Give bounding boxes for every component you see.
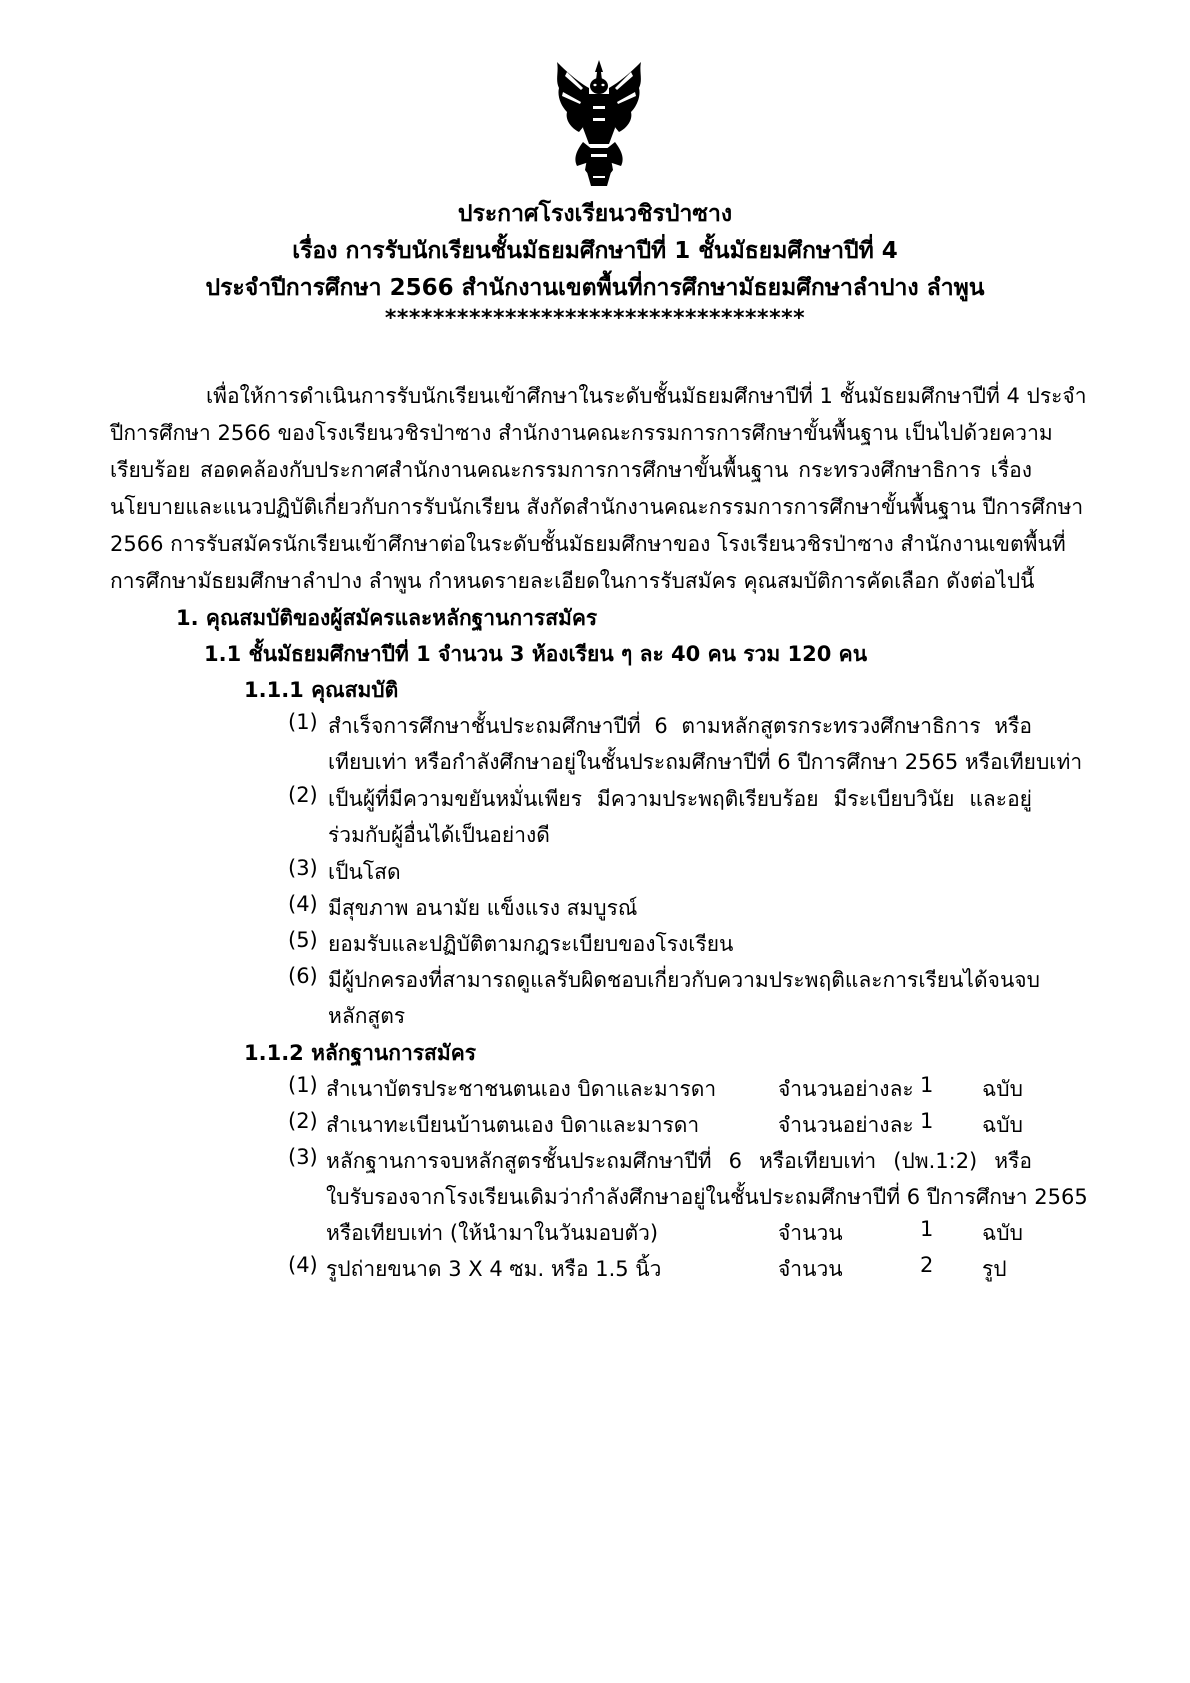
list-item-number: (1) — [288, 710, 318, 734]
document-item-text: รูปถ่ายขนาด 3 X 4 ซม. หรือ 1.5 นิ้ว — [326, 1257, 662, 1281]
list-item-number: (5) — [288, 928, 318, 952]
garuda-emblem-icon — [553, 58, 645, 188]
announcement-subject: เรื่อง การรับนักเรียนชั้นมัธยมศึกษาปีที่ 1 ชั้นมัธยมศึกษาปีที่ 4 — [292, 238, 898, 264]
quantity-unit: ฉบับ — [982, 1221, 1023, 1245]
intro-line: เรียบร้อย สอดคล้องกับประกาศสำนักงานคณะกรรมการการศึกษาขั้นพื้นฐาน กระทรวงศึกษาธิการ เรื่อง — [110, 458, 1032, 482]
list-item-number: (1) — [288, 1073, 318, 1097]
quantity-label: จำนวนอย่างละ — [778, 1077, 914, 1101]
section-1-1-1-heading: 1.1.1 คุณสมบัติ — [244, 678, 399, 702]
announcement-year-line: ประจำปีการศึกษา 2566 สำนักงานเขตพื้นที่การศึกษามัธยมศึกษาลำปาง ลำพูน — [205, 275, 985, 301]
quantity-value: 1 — [920, 1109, 934, 1133]
list-item-text: เป็นโสด — [328, 860, 401, 884]
list-item-text: ยอมรับและปฏิบัติตามกฎระเบียบของโรงเรียน — [328, 932, 734, 956]
section-1-heading: 1. คุณสมบัติของผู้สมัครและหลักฐานการสมัคร — [176, 606, 598, 630]
list-item-number: (3) — [288, 1145, 318, 1169]
document-item-text: หลักฐานการจบหลักสูตรชั้นประถมศึกษาปีที่ 6 หรือเทียบเท่า (ปพ.1:2) หรือ — [326, 1149, 1032, 1173]
list-item-text: มีสุขภาพ อนามัย แข็งแรง สมบูรณ์ — [328, 896, 638, 920]
quantity-label: จำนวนอย่างละ — [778, 1113, 914, 1137]
list-item-number: (6) — [288, 964, 318, 988]
quantity-label: จำนวน — [778, 1257, 843, 1281]
intro-line: นโยบายและแนวปฏิบัติเกี่ยวกับการรับนักเรียน สังกัดสำนักงานคณะกรรมการการศึกษาขั้นพื้นฐาน ปีการศึกษา — [110, 495, 1084, 519]
quantity-value: 1 — [920, 1073, 934, 1097]
list-item-text: เป็นผู้ที่มีความขยันหมั่นเพียร มีความประพฤติเรียบร้อย มีระเบียบวินัย และอยู่ — [328, 787, 1032, 811]
list-item-text: สำเร็จการศึกษาชั้นประถมศึกษาปีที่ 6 ตามหลักสูตรกระทรวงศึกษาธิการ หรือ — [328, 714, 1032, 738]
intro-line: เพื่อให้การดำเนินการรับนักเรียนเข้าศึกษาในระดับชั้นมัธยมศึกษาปีที่ 1 ชั้นมัธยมศึกษาปีที่ 4 ประจำ — [206, 384, 1087, 408]
document-item-text: ใบรับรองจากโรงเรียนเดิมว่ากำลังศึกษาอยู่ในชั้นประถมศึกษาปีที่ 6 ปีการศึกษา 2565 — [326, 1185, 1088, 1209]
header-separator: *********************************** — [384, 306, 806, 331]
quantity-unit: ฉบับ — [982, 1077, 1023, 1101]
quantity-value: 2 — [920, 1253, 934, 1277]
section-1-1-2-heading: 1.1.2 หลักฐานการสมัคร — [244, 1041, 477, 1065]
quantity-label: จำนวน — [778, 1221, 843, 1245]
list-item-text: เทียบเท่า หรือกำลังศึกษาอยู่ในชั้นประถมศึกษาปีที่ 6 ปีการศึกษา 2565 หรือเทียบเท่า — [328, 750, 1083, 774]
section-1-1-heading: 1.1 ชั้นมัธยมศึกษาปีที่ 1 จำนวน 3 ห้องเรียน ๆ ละ 40 คน รวม 120 คน — [204, 642, 868, 666]
intro-line: ปีการศึกษา 2566 ของโรงเรียนวชิรป่าซาง สำนักงานคณะกรรมการการศึกษาขั้นพื้นฐาน เป็นไปด้วยความ — [110, 421, 1053, 445]
quantity-unit: ฉบับ — [982, 1113, 1023, 1137]
document-item-text: สำเนาบัตรประชาชนตนเอง บิดาและมารดา — [326, 1077, 717, 1101]
intro-line: การศึกษามัธยมศึกษาลำปาง ลำพูน กำหนดรายละเอียดในการรับสมัคร คุณสมบัติการคัดเลือก ดังต่อไปนี้ — [110, 569, 1035, 593]
quantity-value: 1 — [920, 1217, 934, 1241]
intro-line: 2566 การรับสมัครนักเรียนเข้าศึกษาต่อในระดับชั้นมัธยมศึกษาของ โรงเรียนวชิรป่าซาง สำนักงานเขตพื้นที่ — [110, 532, 1066, 556]
list-item-text: ร่วมกับผู้อื่นได้เป็นอย่างดี — [328, 823, 550, 847]
list-item-text: หลักสูตร — [328, 1004, 406, 1028]
quantity-unit: รูป — [982, 1257, 1007, 1281]
list-item-number: (2) — [288, 783, 318, 807]
document-item-text: สำเนาทะเบียนบ้านตนเอง บิดาและมารดา — [326, 1113, 700, 1137]
list-item-number: (4) — [288, 892, 318, 916]
list-item-number: (4) — [288, 1253, 318, 1277]
list-item-text: มีผู้ปกครองที่สามารถดูแลรับผิดชอบเกี่ยวกับความประพฤติและการเรียนได้จนจบ — [328, 968, 1040, 992]
list-item-number: (2) — [288, 1109, 318, 1133]
document-item-text: หรือเทียบเท่า (ให้นำมาในวันมอบตัว) — [326, 1221, 659, 1245]
list-item-number: (3) — [288, 856, 318, 880]
announcement-title: ประกาศโรงเรียนวชิรป่าซาง — [457, 201, 733, 227]
